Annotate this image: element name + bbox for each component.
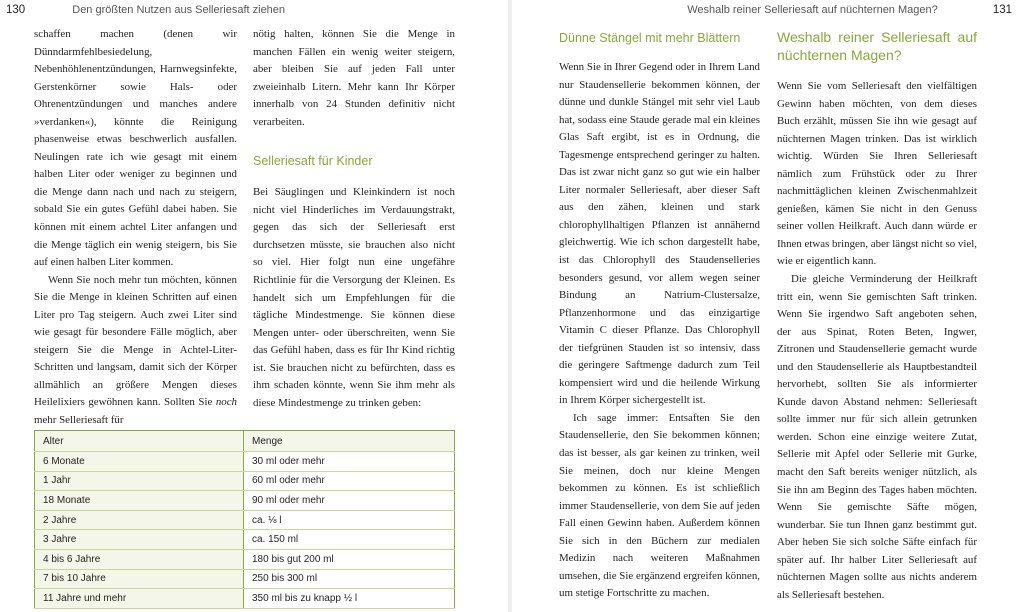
paragraph: Wenn Sie in Ihrer Gegend oder in Ihrem Land nur Staudensellerie bekommen können, der dünne und dunkle Stängel mit sehr viel Laub hat, sodass eine Staude gerade mal ein kleines Glas Saft ergibt, ist es in Ordnung, die Tagesmenge entsprechend geringer zu halten. Das ist zwar nicht ganz so gut wie ein halber Liter normaler Selleriesaft, aber dieser Saft aus den zähen, kleinen und stark chlorophyllhaltigen Pflanzen ist annähernd gleichwertig. Wie ich schon dargestellt habe, ist das Chlorophyll des Staudenselleries besonders gesund, vor allem wegen seiner Bindung an Natrium-Clustersalze, Pflanzenhormone und das einzigartige Vitamin C dieser Pflanze. Das Chlorophyll der tiefgrünen Stauden ist so intensiv, dass die geringere Saftmenge dadurch zum Teil kompensiert wird und die heilende Wirkung in Ihrem Körper sichergestellt ist. [559, 61, 760, 407]
paragraph: Die gleiche Verminderung der Heilkraft tritt ein, wenn Sie gemischten Saft trinken. Wenn Sie irgendwo Saft angeboten sehen, der aus Spinat, Roten Beten, Ingwer, Zitronen und Staudensellerie gemacht wurde und den Staudensellerie als Hauptbestandteil hervorhebt, sollten Sie als informierter Kunde davon Abstand nehmen: Selleriesaft sollte immer nur für sich allein getrunken werden. Schon eine einzige weitere Zutat, Sellerie mit Apfel oder Sellerie mit Gurke, macht den Saft bereits weniger nützlich, als Sie ihn am Beginn des Tages haben möchten. Wenn Sie gemischte Säfte mögen, wunderbar. Sie tun Ihnen ganz bestimmt gut. Aber heben Sie sich solche Säfte einfach für später auf. Ihr halber Liter Selleriesaft auf nüchternen Magen sollte aus nichts anderem als Selleriesaft bestehen. [777, 273, 977, 601]
table-cell: 4 bis 6 Jahre [35, 549, 244, 569]
table-cell: 60 ml oder mehr [244, 471, 455, 491]
right-page [512, 0, 1020, 612]
table-header-row [35, 431, 455, 452]
table-cell: 30 ml oder mehr [244, 452, 455, 472]
paragraph: Wenn Sie noch mehr tun möchten, können Sie die Menge in kleinen Schritten auf einen Liter pro Tag steigern. Auch zwei Liter sind wie gesagt für besondere Fälle möglich, aber steigern Sie die Menge in Achtel-Liter-Schritten und langsam, damit sich der Körper allmählich an größere Mengen dieses Heilelixiers gewöhnen kann. Sollten Sie noch mehr Selleriesaft für [34, 273, 237, 427]
paragraph: schaffen machen (denen wir Dünndarmfehlbesiedelung, Nebenhöhlenentzündungen, Harnwegsinfekte, Gerstenkörner sowie Hals- oder Ohrenentzündungen und manches andere »verdanken«), könnte die Reinigung phasenweise etwas beschwerlich ausfallen. Neulingen rate ich wie gesagt mit einem halben Liter oder weniger zu beginnen und die Menge dann nach und nach zu steigern, sobald Sie ein gutes Gefühl dabei haben. Sie können mit einem achtel Liter anfangen und die Menge täglich ein wenig steigern, bis Sie auf einen halben Liter kommen. [34, 28, 237, 269]
running-header-left [6, 4, 285, 16]
table-cell: 1 Jahr [35, 471, 244, 491]
section-heading-kinder: Selleriesaft für Kinder [253, 154, 373, 169]
table-cell: 18 Monate [35, 491, 244, 511]
table-row [35, 471, 455, 491]
paragraph: Bei Säuglingen und Kleinkindern ist noch nicht viel Hinderliches im Verdauungstrakt, gegen das sich der Selleriesaft erst durchsetzen müsste, sie brauchen also nicht so viel. Hier folgt nun eine ungefähre Richtlinie für die Versorgung der Kleinen. Es handelt sich um Empfehlungen für die tägliche Mindestmenge. Sie können diese Mengen unter- oder überschreiten, wenn Sie das Gefühl haben, dass es für Ihr Kind richtig ist. Sie brauchen nicht zu befürchten, dass es ihm schaden könnte, wenn Sie ihm mehr als diese Mindestmenge zu trinken geben: [253, 186, 455, 409]
page-number-right: 131 [992, 4, 1012, 16]
page-number-left: 130 [6, 4, 26, 16]
table-row [35, 549, 455, 569]
right-page-column-2 [777, 28, 977, 604]
table-cell: 350 ml bis zu knapp ½ l [244, 589, 455, 609]
table-header-alter: Alter [35, 431, 244, 452]
paragraph: Ich sage immer: Entsaften Sie den Staudensellerie, den Sie bekommen können; das ist besser, als gar keinen zu trinken, weil Sie meinen, doch nur kleine Mengen bekommen zu können. Es ist schließlich immer Staudensellerie, von dem Sie auf jeden Fall einen Gewinn haben. Außerdem können Sie sich in den Büchern zur medialen Medizin nach weiteren Maßnahmen umsehen, die Sie ergänzend ergreifen können, um stetige Fortschritte zu machen. [559, 411, 760, 600]
right-page-column-1 [559, 30, 760, 603]
paragraph: nötig halten, können Sie die Menge in manchen Fällen ein wenig weiter steigern, aber bleiben Sie auf jeden Fall unter zweieinhalb Litern. Mehr kann Ihr Körper innerhalb von 24 Stunden definitiv nicht verarbeiten. [253, 28, 455, 128]
table-row [35, 491, 455, 511]
table-cell: ca. 150 ml [244, 530, 455, 550]
table-row [35, 510, 455, 530]
table-cell: 6 Monate [35, 452, 244, 472]
table-cell: 3 Jahre [35, 530, 244, 550]
amount-table [34, 430, 455, 609]
table-cell: 180 bis gut 200 ml [244, 549, 455, 569]
table-header-menge: Menge [244, 431, 455, 452]
left-page [0, 0, 508, 612]
table-row [35, 569, 455, 589]
paragraph: Wenn Sie vom Selleriesaft den vielfältigen Gewinn haben möchten, von dem dieses Buch erzählt, müssen Sie ihn wie gesagt auf nüchternen Magen trinken. Das ist wirklich wichtig. Würden Sie Ihren Selleriesaft nämlich zum Frühstück oder zu Ihrer nachmittäglichen kleinen Zwischenmahlzeit genießen, kämen Sie nicht in den Genuss seiner vollen Heilkraft. Auch dann würde er Ihnen etwas bringen, aber längst nicht so viel, wie er eigentlich kann. [777, 80, 977, 268]
running-header-right [687, 4, 1012, 16]
table-row [35, 452, 455, 472]
table-row [35, 589, 455, 609]
table-cell: 11 Jahre und mehr [35, 589, 244, 609]
table-cell: 250 bis 300 ml [244, 569, 455, 589]
table-row [35, 530, 455, 550]
running-head-right-title: Weshalb reiner Selleriesaft auf nüchternen Magen? [687, 4, 938, 16]
section-heading-stangel: Dünne Stängel mit mehr Blättern [559, 31, 741, 45]
running-head-left-title: Den größten Nutzen aus Selleriesaft ziehen [72, 4, 286, 16]
table-cell: 2 Jahre [35, 510, 244, 530]
left-page-column-2 [253, 26, 455, 412]
left-page-column-1 [34, 26, 237, 430]
table-cell: ca. ⅛ l [244, 510, 455, 530]
emphasis: noch [215, 396, 237, 409]
table-cell: 90 ml oder mehr [244, 491, 455, 511]
chapter-heading: Weshalb reiner Selleriesaft auf nüchternen Magen? [777, 29, 977, 63]
table-cell: 7 bis 10 Jahre [35, 569, 244, 589]
